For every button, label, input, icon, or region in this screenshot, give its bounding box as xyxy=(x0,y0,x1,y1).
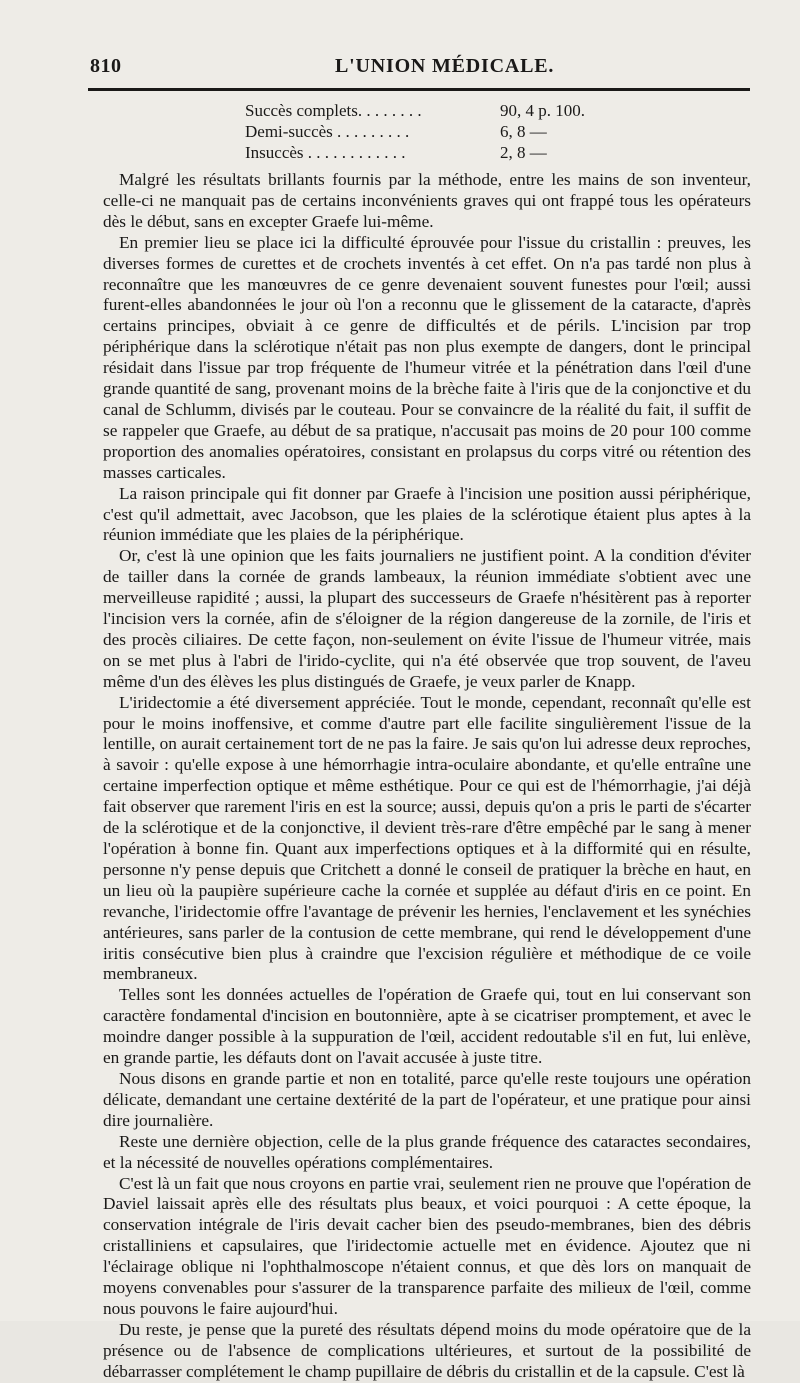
stat-row-failure xyxy=(245,142,665,163)
paragraph: La raison principale qui fit donner par Graefe à l'incision une position aussi périphérique, c'est qu'il admettait, avec Jacobson, que les plaies de la sclérotique étaient plus aptes à la réunion immédiate que les plaies de la périphérique. xyxy=(103,483,751,545)
page-number: 810 xyxy=(90,55,122,77)
paragraph: Telles sont les données actuelles de l'opération de Graefe qui, tout en lui conservant son caractère fondamental d'incision en boutonnière, apte à se cicatriser promptement, et avec le moindre danger possible à la suppuration de l'œil, accident redoutable s'il en fut, lui enlève, en grande partie, les défauts dont on l'avait accusée à juste titre. xyxy=(103,985,751,1068)
paragraph: Du reste, je pense que la pureté des résultats dépend moins du mode opératoire que de la présence ou de l'absence de complications ultérieures, et surtout de la possibilité de débarrasser complétement le champ pupillaire de débris du cristallin et de la capsule. C'est là xyxy=(103,1319,751,1381)
stat-value: 2, 8 — xyxy=(500,143,547,162)
stat-row-success xyxy=(245,100,665,121)
journal-title: L'UNION MÉDICALE. xyxy=(335,55,555,77)
stat-label: Insuccès . . . . . . . . . . . . xyxy=(245,143,406,162)
stat-label: Demi-succès . . . . . . . . . xyxy=(245,122,410,141)
stat-value: 6, 8 — xyxy=(500,122,547,141)
paragraph: L'iridectomie a été diversement appréciée. Tout le monde, cependant, reconnaît qu'elle est pour le moins inoffensive, et comme d'autre part elle facilite singulièrement l'issue de la lentille, on aurait certainement tort de ne pas la faire. Je sais qu'on lui adresse deux reproches, à savoir : qu'elle expose à une hémorrhagie intra-oculaire abondante, et qu'elle entraîne une certaine imperfection optique et même esthétique. Pour ce qui est de l'hémorrhagie, j'ai déjà fait observer que rarement l'iris en est la source; aussi, depuis qu'on a pris le parti de s'écarter de la sclérotique et de la conjonctive, il devient très-rare d'être empêché par le sang à mener l'opération à bonne fin. Quant aux imperfections optiques et à la difformité qui en résulte, personne n'y pense depuis que Critchett a donné le conseil de pratiquer la brèche en haut, en un lieu où la paupière supérieure cache la cornée et supplée au défaut d'iris en ce point. En revanche, l'iridectomie offre l'avantage de prévenir les hernies, l'enclavement et les synéchies antérieures, sans parler de la contusion de cette membrane, qui rend le développement d'une iritis consécutive bien plus à craindre que l'excision régulière et méthodique de ce voile membraneux. xyxy=(103,692,751,984)
paragraph: Malgré les résultats brillants fournis par la méthode, entre les mains de son inventeur, celle-ci ne manquait pas de certains inconvénients graves qui ont frappé tous les opérateurs dès le début, sans en excepter Graefe lui-même. xyxy=(103,170,751,231)
stat-label: Succès complets. . . . . . . . xyxy=(245,101,422,120)
paragraph: Nous disons en grande partie et non en totalité, parce qu'elle reste toujours une opération délicate, demandant une certaine dextérité de la part de l'opérateur, et une pratique pour ainsi dire journalière. xyxy=(103,1068,751,1130)
stat-row-partial xyxy=(245,121,665,142)
results-table xyxy=(245,100,665,163)
stat-value: 90, 4 p. 100. xyxy=(500,101,585,120)
header-rule xyxy=(88,88,750,91)
paragraph: En premier lieu se place ici la difficulté éprouvée pour l'issue du cristallin : preuves, les diverses formes de curettes et de crochets inventés à cet effet. On n'a pas tardé non plus à reconnaître que les manœuvres de ce genre devenaient souvent funestes pour l'œil; aussi furent-elles abandonnées le jour où l'on a reconnu que le glissement de la cataracte, d'après certains principes, obviait à ce genre de difficultés et de périls. L'incision par trop périphérique dans la sclérotique n'était pas non plus exempte de dangers, dont le principal résidait dans l'issue par trop fréquente de l'humeur vitrée et la pénétration dans l'œil d'une grande quantité de sang, provenant moins de la brèche faite à l'iris que de la conjonctive et du canal de Schlumm, divisés par le couteau. Pour se convaincre de la réalité du fait, il suffit de se rappeler que Graefe, au début de sa pratique, n'accusait pas moins de 20 pour 100 comme proportion des anomalies opératoires, consistant en prolapsus du corps vitré ou rétention des masses carticales. xyxy=(103,232,751,482)
paragraph: Or, c'est là une opinion que les faits journaliers ne justifient point. A la condition d'éviter de tailler dans la cornée de grands lambeaux, la réunion immédiate s'obtient avec une merveilleuse rapidité ; aussi, la plupart des successeurs de Graefe n'hésitèrent pas à reporter l'incision vers la cornée, afin de s'éloigner de la région dangereuse de la zornile, de l'iris et des procès ciliaires. De cette façon, non-seulement on évite l'issue de l'humeur vitrée, mais on se met plus à l'abri de l'irido-cyclite, qui n'a été observée que trop souvent, de l'aveu même d'un des élèves les plus distingués de Graefe, je veux parler de Knapp. xyxy=(103,546,751,691)
article-body xyxy=(103,170,751,1383)
page-header xyxy=(90,55,750,83)
paragraph: C'est là un fait que nous croyons en partie vrai, seulement rien ne prouve que l'opération de Daviel laissait après elle des résultats plus beaux, et voici pourquoi : A cette époque, la conservation intégrale de l'iris devait cacher bien des pseudo-membranes, bien des débris cristalliniens et capsulaires, que l'iridectomie actuelle met en évidence. Ajoutez que ni l'éclairage oblique ni l'ophthalmoscope n'étaient connus, et que dès lors on manquait de moyens convenables pour s'assurer de la transparence parfaite des milieux de l'œil, comme nous pouvons le faire aujourd'hui. xyxy=(103,1173,751,1318)
paragraph: Reste une dernière objection, celle de la plus grande fréquence des cataractes secondaires, et la nécessité de nouvelles opérations complémentaires. xyxy=(103,1131,751,1172)
